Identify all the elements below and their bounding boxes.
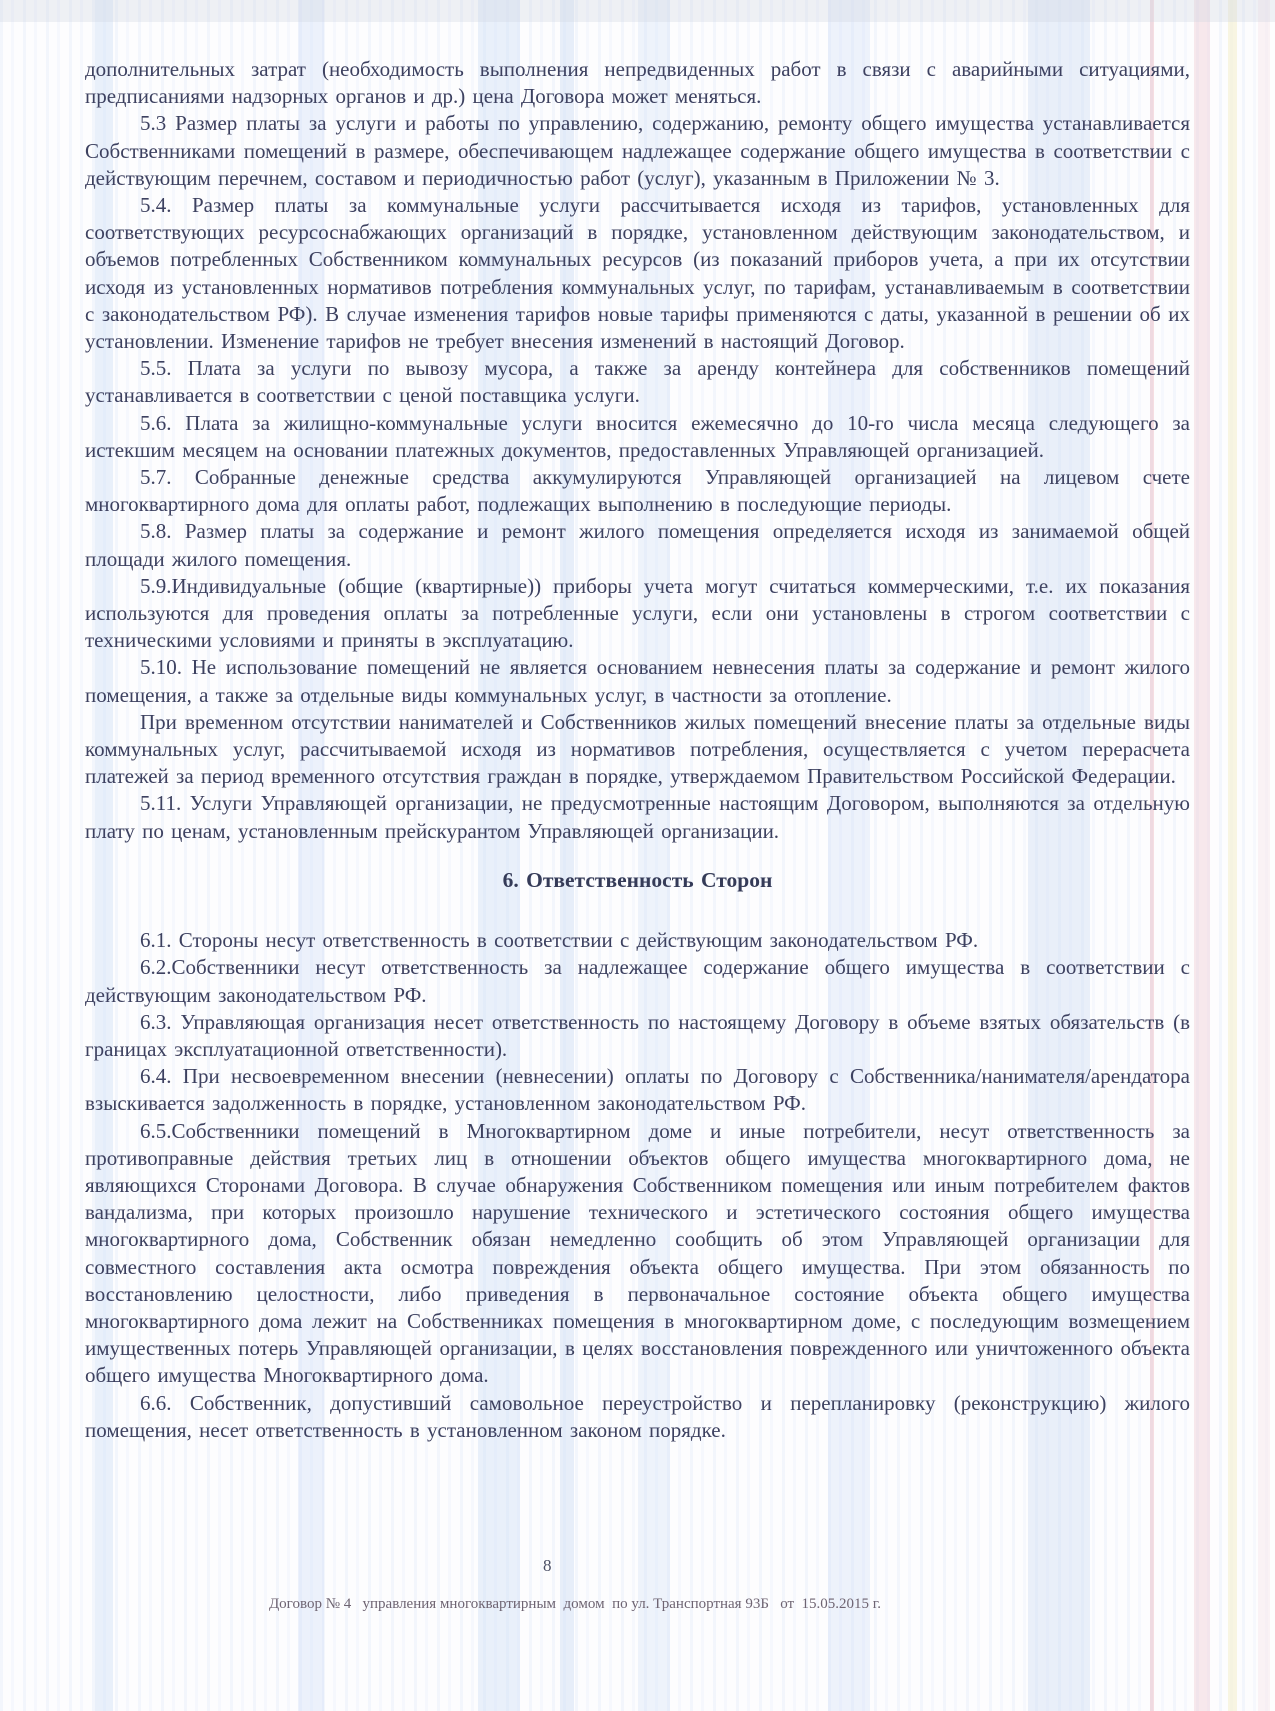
scan-streak (1258, 0, 1270, 1711)
section5-paragraphs (85, 56, 1190, 845)
paragraph: 5.9.Индивидуальные (общие (квартирные)) приборы учета могут считаться коммерческими, т.е. их показания используются для проведения оплаты за потребленные услуги, если они установлены в строгом соответствии с техническими условиями и приняты в эксплуатацию. (85, 573, 1190, 653)
page-number: 8 (543, 1556, 552, 1575)
paragraph: 6.3. Управляющая организация несет ответственность по настоящему Договору в объеме взятых обязательств (в границах эксплуатационной ответственности). (85, 1009, 1190, 1061)
scan-streak-bottom (0, 0, 1275, 22)
paragraph: дополнительных затрат (необходимость выполнения непредвиденных работ в связи с аварийными ситуациями, предписаниями надзорных органов и др.) цена Договора может меняться. (85, 57, 1190, 109)
paragraph: 5.11. Услуги Управляющей организации, не предусмотренные настоящим Договором, выполняются за отдельную плату по ценам, установленным прейскурантом Управляющей организации. (85, 791, 1190, 843)
section-heading: 6. Ответственность Сторон (502, 867, 773, 892)
document-content (85, 56, 1190, 1444)
paragraph: 5.5. Плата за услуги по вывозу мусора, а также за аренду контейнера для собственников помещений устанавливается в соответствии с ценой поставщика услуги. (85, 356, 1190, 408)
paragraph: 5.6. Плата за жилищно-коммунальные услуги вносится ежемесячно до 10-го числа месяца следующего за истекшим месяцем на основании платежных документов, предоставленных Управляющей организацией. (85, 410, 1190, 462)
scan-streak (1228, 0, 1237, 1711)
paragraph: 6.5.Собственники помещений в Многоквартирном доме и иные потребители, несут ответственность за противоправные действия третьих лиц в отношении объектов общего имущества многоквартирного дома, не являющихся Сторонами Договора. В случае обнаружения Собственником помещения или иным потребителем фактов вандализма, при которых произошло нарушение технического и эстетического состояния общего имущества многоквартирного дома, Собственник обязан немедленно сообщить об этом Управляющей организации для совместного составления акта осмотра повреждения объекта общего имущества. При этом обязанность по восстановлению целостности, либо приведения в первоначальное состояние объекта общего имущества многоквартирного дома лежит на Собственниках помещения в многоквартирном доме, с последующим возмещением имущественных потерь Управляющей организации, в целях восстановления поврежденного или уничтоженного объекта общего имущества Многоквартирного дома. (85, 1118, 1190, 1388)
paragraph: 5.8. Размер платы за содержание и ремонт жилого помещения определяется исходя из занимаемой общей площади жилого помещения. (85, 519, 1190, 571)
section6-paragraphs (85, 927, 1190, 1444)
paragraph: 5.10. Не использование помещений не является основанием невнесения платы за содержание и ремонт жилого помещения, а также за отдельные виды коммунальных услуг, в частности за отопление. (85, 655, 1190, 707)
paragraph: 5.4. Размер платы за коммунальные услуги рассчитывается исходя из тарифов, установленных для соответствующих ресурсоснабжающих организаций в порядке, установленном действующим законодательством, и объемов потребленных Собственником коммунальных ресурсов (из показаний приборов учета, а при их отсутствии исходя из установленных нормативов потребления коммунальных услуг, по тарифам, устанавливаемым в соответствии с законодательством РФ). В случае изменения тарифов новые тарифы применяются с даты, указанной в решении об их установлении. Изменение тарифов не требует внесения изменений в настоящий Договор. (85, 193, 1190, 354)
paragraph: При временном отсутствии нанимателей и Собственников жилых помещений внесение платы за отдельные виды коммунальных услуг, рассчитываемой исходя из нормативов потребления, осуществляется с учетом перерасчета платежей за период временного отсутствия граждан в порядке, утверждаемом Правительством Российской Федерации. (85, 709, 1190, 789)
paragraph: 5.7. Собранные денежные средства аккумулируются Управляющей организацией на лицевом счете многоквартирного дома для оплаты работ, подлежащих выполнению в последующие периоды. (85, 465, 1190, 517)
paragraph: 6.2.Собственники несут ответственность за надлежащее содержание общего имущества в соответствии с действующим законодательством РФ. (85, 955, 1190, 1007)
page-footer: Договор № 4 управления многоквартирным домом по ул. Транспортная 93Б от 15.05.2015 г. (268, 1596, 882, 1612)
paragraph: 6.6. Собственник, допустивший самовольное переустройство и перепланировку (реконструкцию) жилого помещения, несет ответственность в установленном законом порядке. (85, 1390, 1190, 1442)
paragraph: 5.3 Размер платы за услуги и работы по управлению, содержанию, ремонту общего имущества устанавливается Собственниками помещений в размере, обеспечивающем надлежащее содержание общего имущества в соответствии с действующим перечнем, составом и периодичностью работ (услуг), указанным в Приложении № 3. (85, 111, 1190, 190)
paragraph: 6.4. При несвоевременном внесении (невнесении) оплаты по Договору с Собственника/нанимателя/арендатора взыскивается задолженность в порядке, установленном законодательством РФ. (85, 1064, 1190, 1116)
paragraph: 6.1. Стороны несут ответственность в соответствии с действующим законодательством РФ. (140, 928, 979, 953)
scan-streak (1194, 0, 1210, 1711)
